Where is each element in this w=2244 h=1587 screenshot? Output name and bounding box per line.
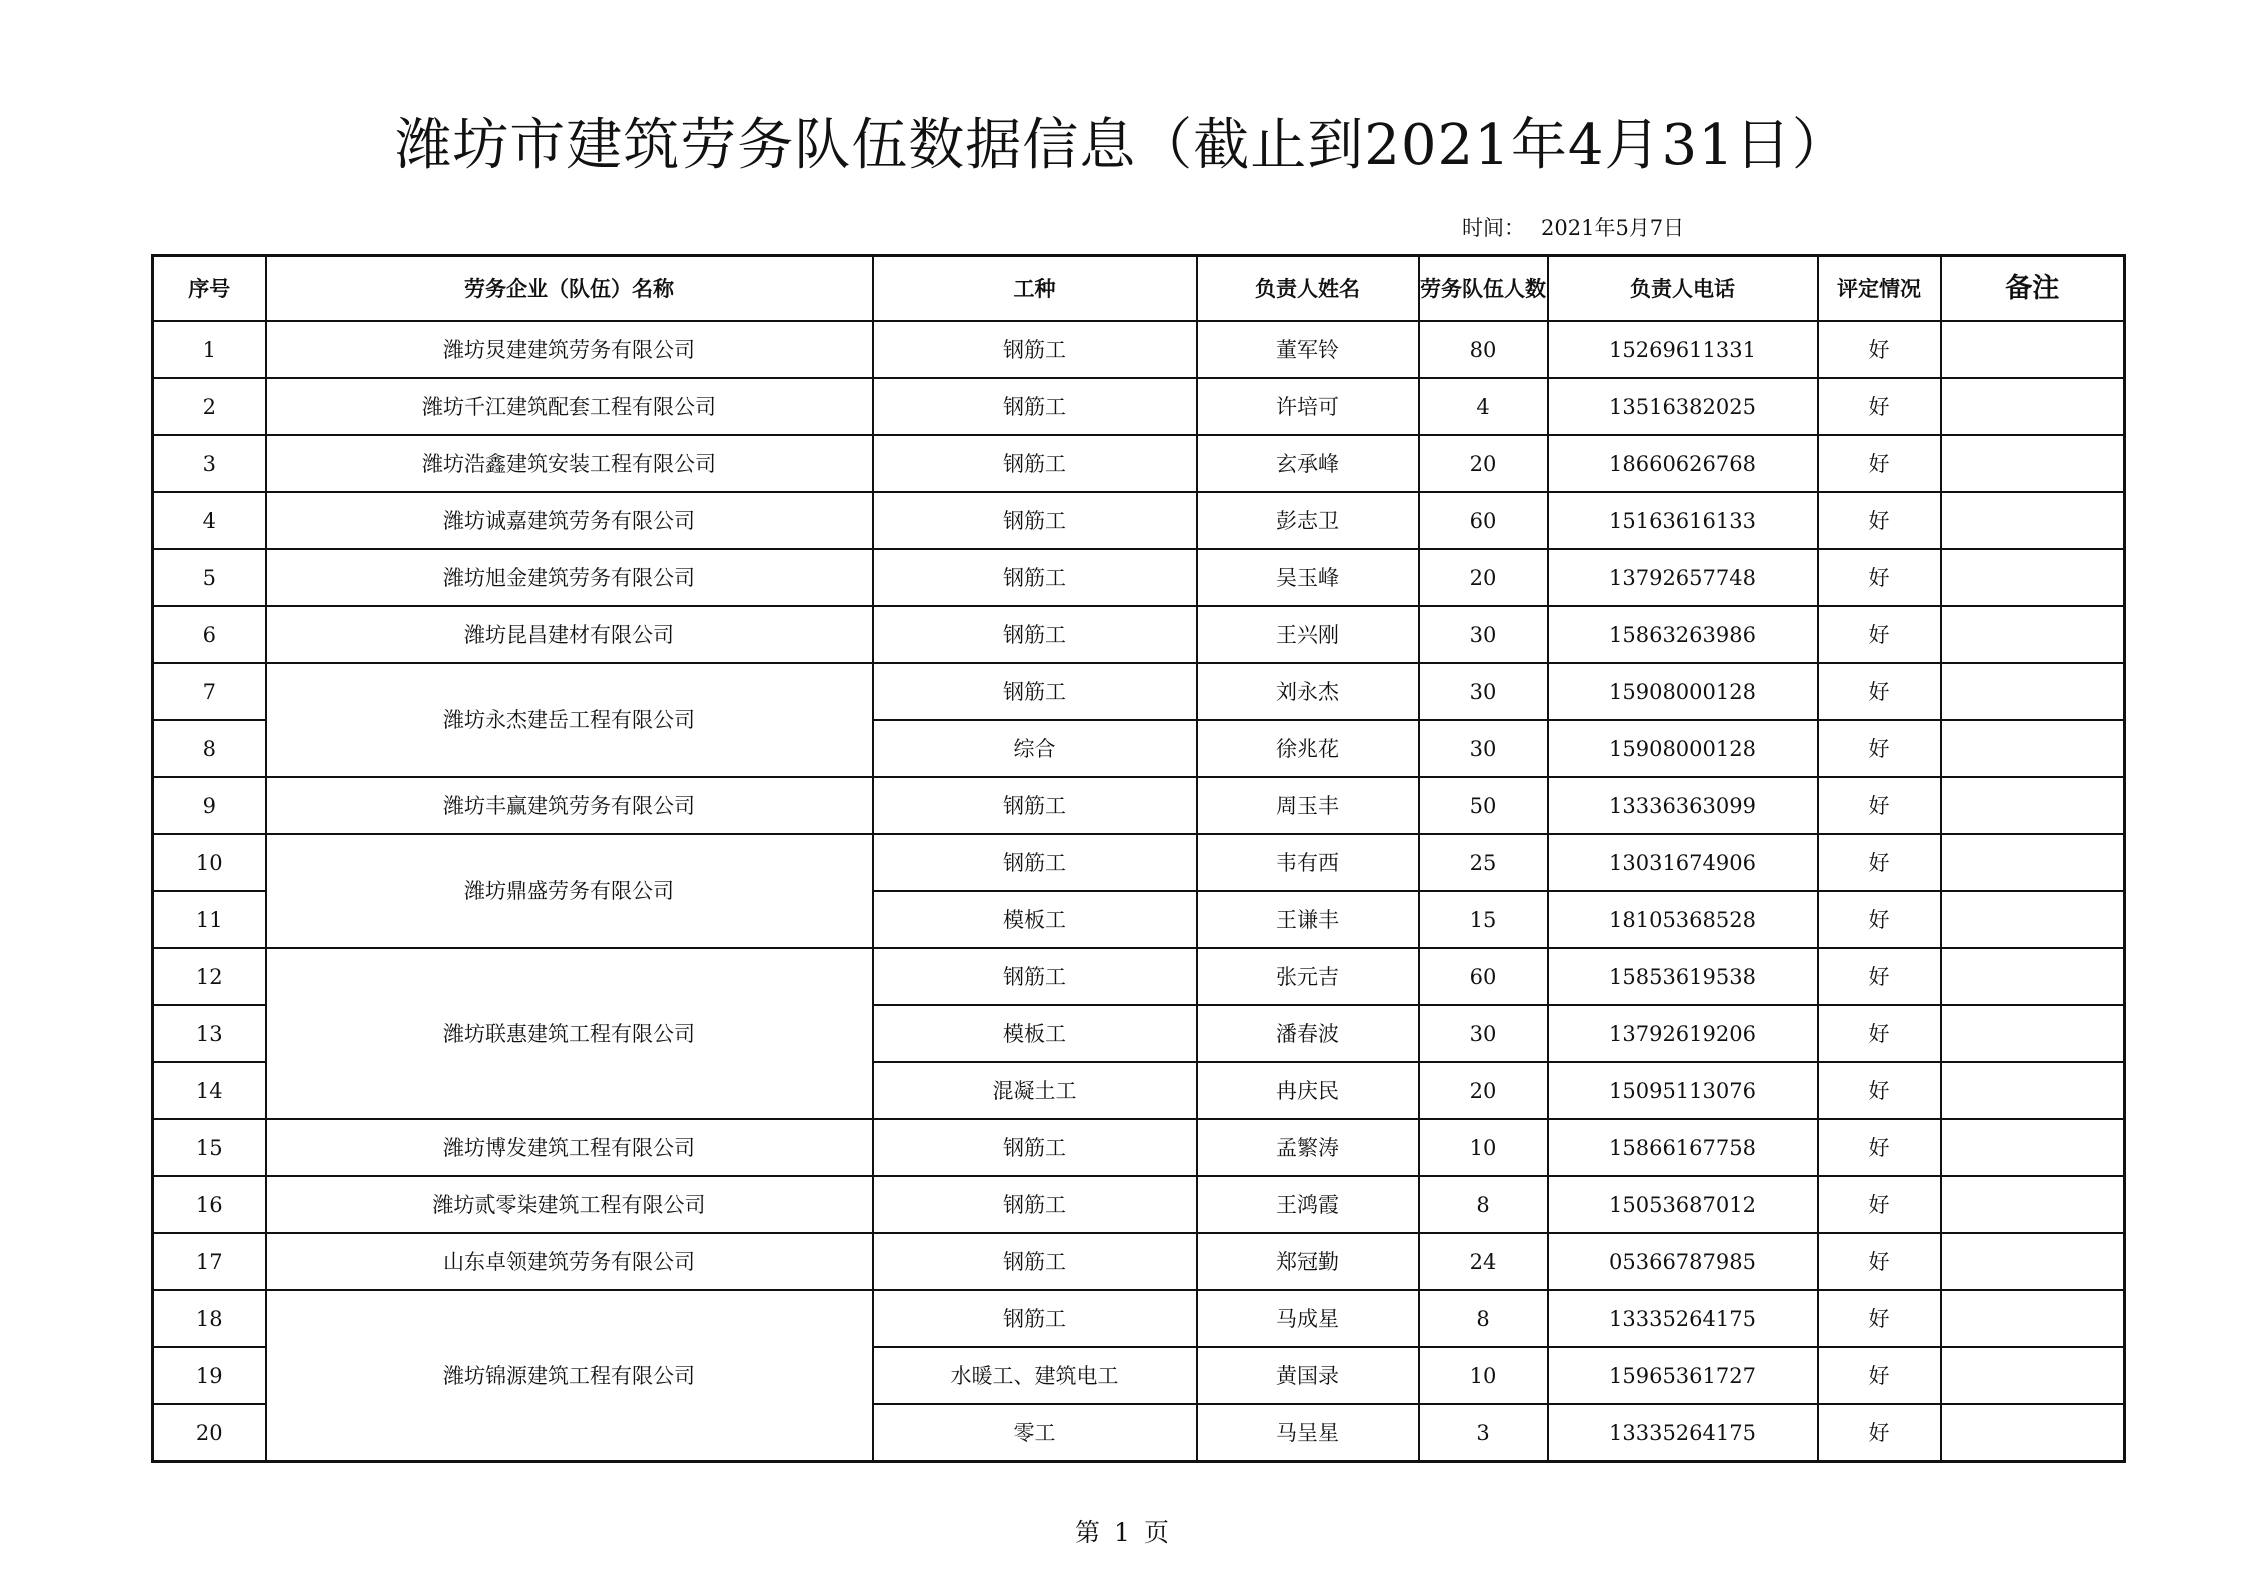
cell-seq: 4 bbox=[153, 492, 266, 549]
cell-phone: 13792619206 bbox=[1548, 1005, 1818, 1062]
header-trade: 工种 bbox=[873, 256, 1197, 322]
cell-team-count: 80 bbox=[1419, 321, 1548, 378]
cell-rating: 好 bbox=[1818, 549, 1941, 606]
cell-seq: 16 bbox=[153, 1176, 266, 1233]
cell-team-count: 20 bbox=[1419, 1062, 1548, 1119]
cell-seq: 6 bbox=[153, 606, 266, 663]
cell-company: 潍坊旭金建筑劳务有限公司 bbox=[266, 549, 873, 606]
cell-phone: 15053687012 bbox=[1548, 1176, 1818, 1233]
cell-rating: 好 bbox=[1818, 1404, 1941, 1462]
cell-phone: 15863263986 bbox=[1548, 606, 1818, 663]
cell-seq: 10 bbox=[153, 834, 266, 891]
cell-rating: 好 bbox=[1818, 435, 1941, 492]
cell-trade: 零工 bbox=[873, 1404, 1197, 1462]
cell-trade: 模板工 bbox=[873, 1005, 1197, 1062]
page-number: 1 bbox=[1114, 1518, 1130, 1547]
cell-note bbox=[1941, 378, 2125, 435]
cell-team-count: 10 bbox=[1419, 1119, 1548, 1176]
cell-rating: 好 bbox=[1818, 492, 1941, 549]
table-row bbox=[153, 549, 2125, 606]
cell-team-count: 30 bbox=[1419, 606, 1548, 663]
header-team-count: 劳务队伍人数 bbox=[1419, 256, 1548, 322]
cell-rating: 好 bbox=[1818, 1290, 1941, 1347]
cell-company: 潍坊贰零柒建筑工程有限公司 bbox=[266, 1176, 873, 1233]
cell-phone: 15269611331 bbox=[1548, 321, 1818, 378]
cell-rating: 好 bbox=[1818, 1005, 1941, 1062]
cell-manager: 玄承峰 bbox=[1197, 435, 1419, 492]
cell-manager: 潘春波 bbox=[1197, 1005, 1419, 1062]
footer-prefix: 第 bbox=[1075, 1518, 1101, 1547]
table-row bbox=[153, 1119, 2125, 1176]
cell-rating: 好 bbox=[1818, 1347, 1941, 1404]
cell-seq: 1 bbox=[153, 321, 266, 378]
cell-note bbox=[1941, 891, 2125, 948]
cell-company: 潍坊浩鑫建筑安装工程有限公司 bbox=[266, 435, 873, 492]
cell-company: 潍坊博发建筑工程有限公司 bbox=[266, 1119, 873, 1176]
cell-company: 潍坊鼎盛劳务有限公司 bbox=[266, 834, 873, 948]
cell-manager: 冉庆民 bbox=[1197, 1062, 1419, 1119]
cell-manager: 彭志卫 bbox=[1197, 492, 1419, 549]
cell-seq: 19 bbox=[153, 1347, 266, 1404]
cell-team-count: 8 bbox=[1419, 1290, 1548, 1347]
cell-rating: 好 bbox=[1818, 1176, 1941, 1233]
cell-note bbox=[1941, 606, 2125, 663]
cell-phone: 15853619538 bbox=[1548, 948, 1818, 1005]
cell-team-count: 8 bbox=[1419, 1176, 1548, 1233]
cell-trade: 钢筋工 bbox=[873, 663, 1197, 720]
cell-manager: 张元吉 bbox=[1197, 948, 1419, 1005]
cell-phone: 15095113076 bbox=[1548, 1062, 1818, 1119]
cell-seq: 20 bbox=[153, 1404, 266, 1462]
cell-phone: 18660626768 bbox=[1548, 435, 1818, 492]
cell-team-count: 30 bbox=[1419, 1005, 1548, 1062]
cell-seq: 12 bbox=[153, 948, 266, 1005]
table-row bbox=[153, 435, 2125, 492]
header-manager: 负责人姓名 bbox=[1197, 256, 1419, 322]
cell-note bbox=[1941, 948, 2125, 1005]
cell-note bbox=[1941, 1005, 2125, 1062]
cell-team-count: 30 bbox=[1419, 720, 1548, 777]
cell-rating: 好 bbox=[1818, 948, 1941, 1005]
cell-seq: 7 bbox=[153, 663, 266, 720]
cell-manager: 董军铃 bbox=[1197, 321, 1419, 378]
cell-rating: 好 bbox=[1818, 321, 1941, 378]
cell-team-count: 24 bbox=[1419, 1233, 1548, 1290]
cell-company: 潍坊昆昌建材有限公司 bbox=[266, 606, 873, 663]
table-row bbox=[153, 834, 2125, 891]
cell-note bbox=[1941, 720, 2125, 777]
cell-trade: 钢筋工 bbox=[873, 834, 1197, 891]
table-row bbox=[153, 492, 2125, 549]
cell-trade: 混凝土工 bbox=[873, 1062, 1197, 1119]
cell-trade: 钢筋工 bbox=[873, 321, 1197, 378]
cell-team-count: 60 bbox=[1419, 492, 1548, 549]
cell-trade: 水暖工、建筑电工 bbox=[873, 1347, 1197, 1404]
header-seq: 序号 bbox=[153, 256, 266, 322]
table-row bbox=[153, 777, 2125, 834]
table-row bbox=[153, 948, 2125, 1005]
cell-manager: 孟繁涛 bbox=[1197, 1119, 1419, 1176]
date-value: 2021年5月7日 bbox=[1541, 216, 1685, 240]
cell-team-count: 10 bbox=[1419, 1347, 1548, 1404]
cell-trade: 综合 bbox=[873, 720, 1197, 777]
cell-company: 潍坊锦源建筑工程有限公司 bbox=[266, 1290, 873, 1462]
cell-team-count: 20 bbox=[1419, 435, 1548, 492]
header-note: 备注 bbox=[1941, 256, 2125, 322]
cell-trade: 钢筋工 bbox=[873, 948, 1197, 1005]
cell-phone: 13336363099 bbox=[1548, 777, 1818, 834]
cell-note bbox=[1941, 492, 2125, 549]
table-row bbox=[153, 606, 2125, 663]
cell-trade: 钢筋工 bbox=[873, 1176, 1197, 1233]
cell-note bbox=[1941, 1290, 2125, 1347]
cell-company: 潍坊炅建建筑劳务有限公司 bbox=[266, 321, 873, 378]
cell-note bbox=[1941, 1176, 2125, 1233]
cell-company: 潍坊联惠建筑工程有限公司 bbox=[266, 948, 873, 1119]
cell-manager: 许培可 bbox=[1197, 378, 1419, 435]
cell-note bbox=[1941, 321, 2125, 378]
cell-team-count: 30 bbox=[1419, 663, 1548, 720]
cell-rating: 好 bbox=[1818, 1233, 1941, 1290]
cell-rating: 好 bbox=[1818, 834, 1941, 891]
cell-note bbox=[1941, 1062, 2125, 1119]
table-row bbox=[153, 378, 2125, 435]
cell-phone: 13335264175 bbox=[1548, 1290, 1818, 1347]
cell-trade: 钢筋工 bbox=[873, 1290, 1197, 1347]
table-row bbox=[153, 1290, 2125, 1347]
cell-team-count: 50 bbox=[1419, 777, 1548, 834]
date-line bbox=[1462, 214, 1684, 242]
cell-team-count: 4 bbox=[1419, 378, 1548, 435]
cell-seq: 17 bbox=[153, 1233, 266, 1290]
cell-note bbox=[1941, 549, 2125, 606]
cell-trade: 模板工 bbox=[873, 891, 1197, 948]
cell-trade: 钢筋工 bbox=[873, 1119, 1197, 1176]
cell-phone: 13516382025 bbox=[1548, 378, 1818, 435]
cell-manager: 刘永杰 bbox=[1197, 663, 1419, 720]
cell-note bbox=[1941, 1119, 2125, 1176]
cell-seq: 13 bbox=[153, 1005, 266, 1062]
cell-rating: 好 bbox=[1818, 891, 1941, 948]
cell-company: 山东卓领建筑劳务有限公司 bbox=[266, 1233, 873, 1290]
cell-note bbox=[1941, 1404, 2125, 1462]
cell-manager: 郑冠勤 bbox=[1197, 1233, 1419, 1290]
cell-seq: 3 bbox=[153, 435, 266, 492]
cell-rating: 好 bbox=[1818, 378, 1941, 435]
cell-note bbox=[1941, 435, 2125, 492]
cell-team-count: 25 bbox=[1419, 834, 1548, 891]
cell-note bbox=[1941, 777, 2125, 834]
cell-rating: 好 bbox=[1818, 663, 1941, 720]
cell-phone: 13792657748 bbox=[1548, 549, 1818, 606]
cell-team-count: 15 bbox=[1419, 891, 1548, 948]
cell-manager: 王兴刚 bbox=[1197, 606, 1419, 663]
page-footer bbox=[0, 1518, 2244, 1548]
cell-trade: 钢筋工 bbox=[873, 777, 1197, 834]
table-body bbox=[153, 321, 2125, 1462]
cell-seq: 11 bbox=[153, 891, 266, 948]
cell-company: 潍坊诚嘉建筑劳务有限公司 bbox=[266, 492, 873, 549]
cell-phone: 13335264175 bbox=[1548, 1404, 1818, 1462]
cell-trade: 钢筋工 bbox=[873, 606, 1197, 663]
table-row bbox=[153, 321, 2125, 378]
table-header-row bbox=[153, 256, 2125, 322]
header-company: 劳务企业（队伍）名称 bbox=[266, 256, 873, 322]
cell-phone: 15965361727 bbox=[1548, 1347, 1818, 1404]
cell-phone: 15866167758 bbox=[1548, 1119, 1818, 1176]
cell-manager: 马成星 bbox=[1197, 1290, 1419, 1347]
cell-manager: 吴玉峰 bbox=[1197, 549, 1419, 606]
cell-rating: 好 bbox=[1818, 606, 1941, 663]
date-label: 时间： bbox=[1462, 216, 1525, 240]
cell-manager: 马呈星 bbox=[1197, 1404, 1419, 1462]
cell-manager: 周玉丰 bbox=[1197, 777, 1419, 834]
cell-rating: 好 bbox=[1818, 720, 1941, 777]
cell-trade: 钢筋工 bbox=[873, 1233, 1197, 1290]
cell-note bbox=[1941, 1233, 2125, 1290]
cell-rating: 好 bbox=[1818, 777, 1941, 834]
cell-phone: 15908000128 bbox=[1548, 720, 1818, 777]
cell-phone: 15163616133 bbox=[1548, 492, 1818, 549]
cell-seq: 2 bbox=[153, 378, 266, 435]
cell-seq: 18 bbox=[153, 1290, 266, 1347]
cell-seq: 8 bbox=[153, 720, 266, 777]
cell-trade: 钢筋工 bbox=[873, 549, 1197, 606]
cell-seq: 14 bbox=[153, 1062, 266, 1119]
cell-manager: 王谦丰 bbox=[1197, 891, 1419, 948]
cell-phone: 18105368528 bbox=[1548, 891, 1818, 948]
cell-phone: 15908000128 bbox=[1548, 663, 1818, 720]
cell-phone: 13031674906 bbox=[1548, 834, 1818, 891]
cell-company: 潍坊千江建筑配套工程有限公司 bbox=[266, 378, 873, 435]
cell-trade: 钢筋工 bbox=[873, 378, 1197, 435]
cell-company: 潍坊丰赢建筑劳务有限公司 bbox=[266, 777, 873, 834]
table-row bbox=[153, 1176, 2125, 1233]
cell-rating: 好 bbox=[1818, 1119, 1941, 1176]
cell-seq: 5 bbox=[153, 549, 266, 606]
document-title: 潍坊市建筑劳务队伍数据信息（截止到2021年4月31日） bbox=[395, 113, 1849, 178]
cell-team-count: 3 bbox=[1419, 1404, 1548, 1462]
cell-team-count: 60 bbox=[1419, 948, 1548, 1005]
cell-note bbox=[1941, 1347, 2125, 1404]
cell-rating: 好 bbox=[1818, 1062, 1941, 1119]
cell-team-count: 20 bbox=[1419, 549, 1548, 606]
footer-suffix: 页 bbox=[1143, 1518, 1169, 1547]
header-rating: 评定情况 bbox=[1818, 256, 1941, 322]
cell-trade: 钢筋工 bbox=[873, 492, 1197, 549]
cell-seq: 9 bbox=[153, 777, 266, 834]
cell-note bbox=[1941, 834, 2125, 891]
cell-manager: 王鸿霞 bbox=[1197, 1176, 1419, 1233]
cell-manager: 徐兆花 bbox=[1197, 720, 1419, 777]
cell-phone: 05366787985 bbox=[1548, 1233, 1818, 1290]
cell-company: 潍坊永杰建岳工程有限公司 bbox=[266, 663, 873, 777]
cell-trade: 钢筋工 bbox=[873, 435, 1197, 492]
table-row bbox=[153, 1233, 2125, 1290]
cell-seq: 15 bbox=[153, 1119, 266, 1176]
labor-teams-table bbox=[151, 254, 2126, 1463]
cell-note bbox=[1941, 663, 2125, 720]
header-phone: 负责人电话 bbox=[1548, 256, 1818, 322]
cell-manager: 韦有西 bbox=[1197, 834, 1419, 891]
table-row bbox=[153, 663, 2125, 720]
cell-manager: 黄国录 bbox=[1197, 1347, 1419, 1404]
